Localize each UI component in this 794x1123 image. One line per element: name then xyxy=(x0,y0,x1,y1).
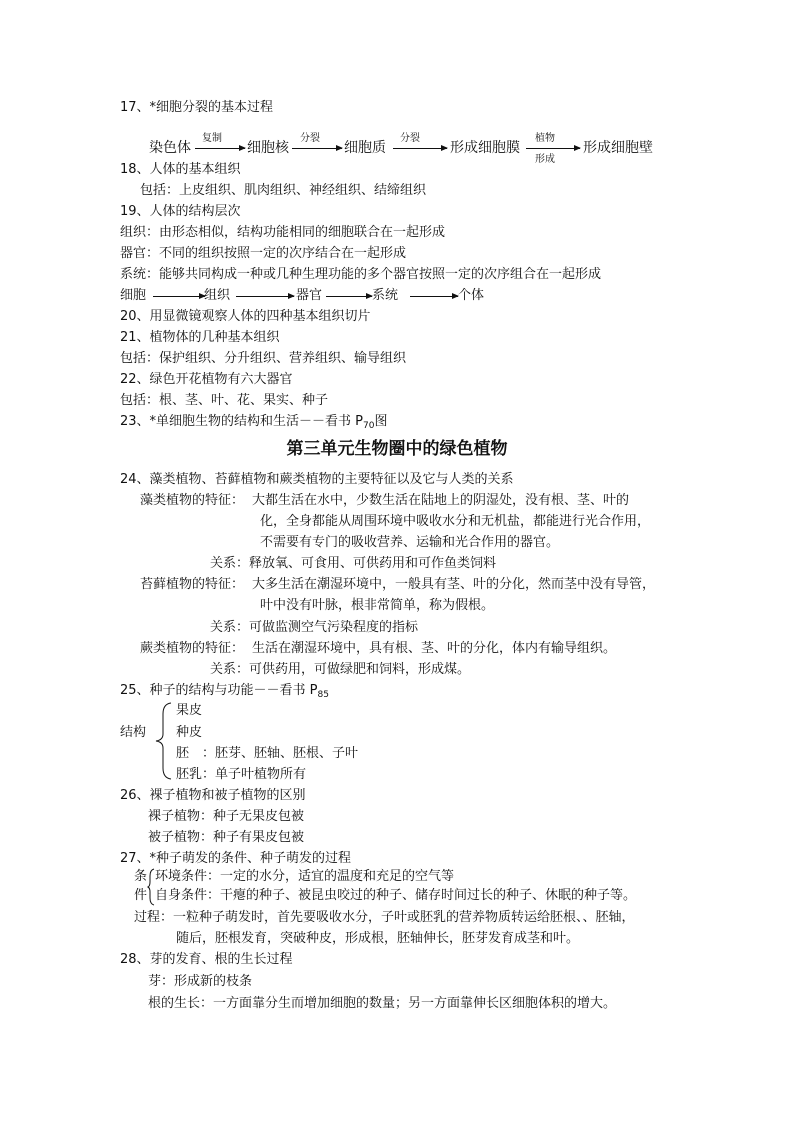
fern-text: 生活在潮湿环境中，具有根、茎、叶的分化，体内有输导组织。 xyxy=(252,641,617,656)
section-25-title: 25、种子的结构与功能－－看书 $P_{85}$ xyxy=(120,683,329,700)
flow-step: 个体 xyxy=(458,288,485,303)
arrow-icon xyxy=(393,148,447,149)
section-19-line: 器官：不同的组织按照一定的次序结合在一起形成 xyxy=(120,246,407,261)
arrow-label: 植物 xyxy=(535,133,555,144)
root-growth-line: 根的生长：一方面靠分生而增加细胞的数量；另一方面靠伸长区细胞体积的增大。 xyxy=(148,996,617,1011)
algae-relation: 关系：释放氧、可食用、可供药用和可作鱼类饲料 xyxy=(210,556,497,571)
arrow-icon xyxy=(326,296,372,297)
seed-part: 种皮 xyxy=(176,725,203,740)
condition-label: 条 xyxy=(134,869,148,884)
flow-step: 细胞 xyxy=(120,288,147,303)
flow-step: 器官 xyxy=(296,288,323,303)
arrow-icon xyxy=(236,296,294,297)
arrow-label: 分裂 xyxy=(400,133,420,144)
arrow-sublabel: 形成 xyxy=(535,154,555,165)
moss-relation: 关系：可做监测空气污染程度的指标 xyxy=(210,620,419,635)
algae-text: 大都生活在水中，少数生活在陆地上的阴湿处，没有根、茎、叶的 xyxy=(252,493,630,508)
arrow-icon xyxy=(526,148,580,149)
angiosperm-line: 被子植物：种子有果皮包被 xyxy=(148,830,305,845)
moss-text: 叶中没有叶脉，根非常简单，称为假根。 xyxy=(260,598,495,613)
arrow-icon xyxy=(153,296,205,297)
section-27-title: 27、*种子萌发的条件、种子萌发的过程 xyxy=(120,851,352,866)
flow-step: 细胞质 xyxy=(344,140,386,156)
section-18-title: 18、人体的基本组织 xyxy=(120,162,241,177)
section-19-line: 系统：能够共同构成一种或几种生理功能的多个器官按照一定的次序组合在一起形成 xyxy=(120,267,602,282)
gymnosperm-line: 裸子植物：种子无果皮包被 xyxy=(148,809,305,824)
arrow-icon xyxy=(410,296,458,297)
fern-label: 蕨类植物的特征： xyxy=(140,641,245,656)
section-24-title: 24、藻类植物、苔藓植物和蕨类植物的主要特征以及它与人类的关系 xyxy=(120,472,514,487)
flow-step: 染色体 xyxy=(149,140,191,156)
seed-structure-label: 结构 xyxy=(120,725,147,740)
flow-step: 形成细胞壁 xyxy=(583,140,653,156)
arrow-label: 分裂 xyxy=(300,133,320,144)
germination-process: 过程：一粒种子萌发时，首先要吸收水分，子叶或胚乳的营养物质转运给胚根、、胚轴， xyxy=(134,910,635,925)
algae-label: 藻类植物的特征： xyxy=(140,493,245,508)
section-19-title: 19、人体的结构层次 xyxy=(120,204,241,219)
section-21-title: 21、植物体的几种基本组织 xyxy=(120,330,280,345)
brace-icon xyxy=(155,702,173,780)
section-21-body: 包括：保护组织、分升组织、营养组织、输导组织 xyxy=(120,351,407,366)
moss-text: 大多生活在潮湿环境中，一般具有茎、叶的分化，然而茎中没有导管， xyxy=(252,577,656,592)
flow-step: 细胞核 xyxy=(247,140,289,156)
unit-heading: 第三单元生物圈中的绿色植物 xyxy=(286,439,508,459)
section-22-body: 包括：根、茎、叶、花、果实、种子 xyxy=(120,393,329,408)
section-22-title: 22、绿色开花植物有六大器官 xyxy=(120,372,293,387)
section-20-title: 20、用显微镜观察人体的四种基本组织切片 xyxy=(120,309,371,324)
flow-step: 组织 xyxy=(204,288,231,303)
fern-relation: 关系：可供药用，可做绿肥和饲料，形成煤。 xyxy=(210,662,471,677)
section-19-line: 组织：由形态相似，结构功能相同的细胞联合在一起形成 xyxy=(120,225,446,240)
section-18-body: 包括：上皮组织、肌肉组织、神经组织、结缔组织 xyxy=(140,183,427,198)
seed-part: 胚 ：胚芽、胚轴、胚根、子叶 xyxy=(176,746,359,761)
seed-part: 果皮 xyxy=(176,703,203,718)
environment-condition: 环境条件：一定的水分，适宜的温度和充足的空气等 xyxy=(155,869,455,884)
section-23-title: 23、*单细胞生物的结构和生活－－看书 $P_{70}$图 xyxy=(120,414,388,431)
algae-text: 不需要有专门的吸收营养、运输和光合作用的器官。 xyxy=(260,535,560,550)
arrow-icon xyxy=(195,148,245,149)
condition-label: 件 xyxy=(134,888,148,903)
self-condition: 自身条件：干瘪的种子、被昆虫咬过的种子、储存时间过长的种子、休眠的种子等。 xyxy=(155,888,637,903)
flow-step: 形成细胞膜 xyxy=(450,140,520,156)
algae-text: 化，全身都能从周围环境中吸收水分和无机盐，都能进行光合作用， xyxy=(260,514,651,529)
germination-process: 随后，胚根发育，突破种皮，形成根，胚轴伸长，胚芽发育成茎和叶。 xyxy=(176,931,580,946)
bud-line: 芽：形成新的枝条 xyxy=(148,974,253,989)
arrow-label: 复制 xyxy=(202,133,222,144)
arrow-icon xyxy=(292,148,342,149)
section-28-title: 28、芽的发育、根的生长过程 xyxy=(120,952,293,967)
flow-step: 系统 xyxy=(372,288,399,303)
seed-part: 胚乳：单子叶植物所有 xyxy=(176,767,307,782)
moss-label: 苔藓植物的特征： xyxy=(140,577,245,592)
section-26-title: 26、裸子植物和被子植物的区别 xyxy=(120,788,306,803)
section-17-title: 17、*细胞分裂的基本过程 xyxy=(120,100,274,115)
